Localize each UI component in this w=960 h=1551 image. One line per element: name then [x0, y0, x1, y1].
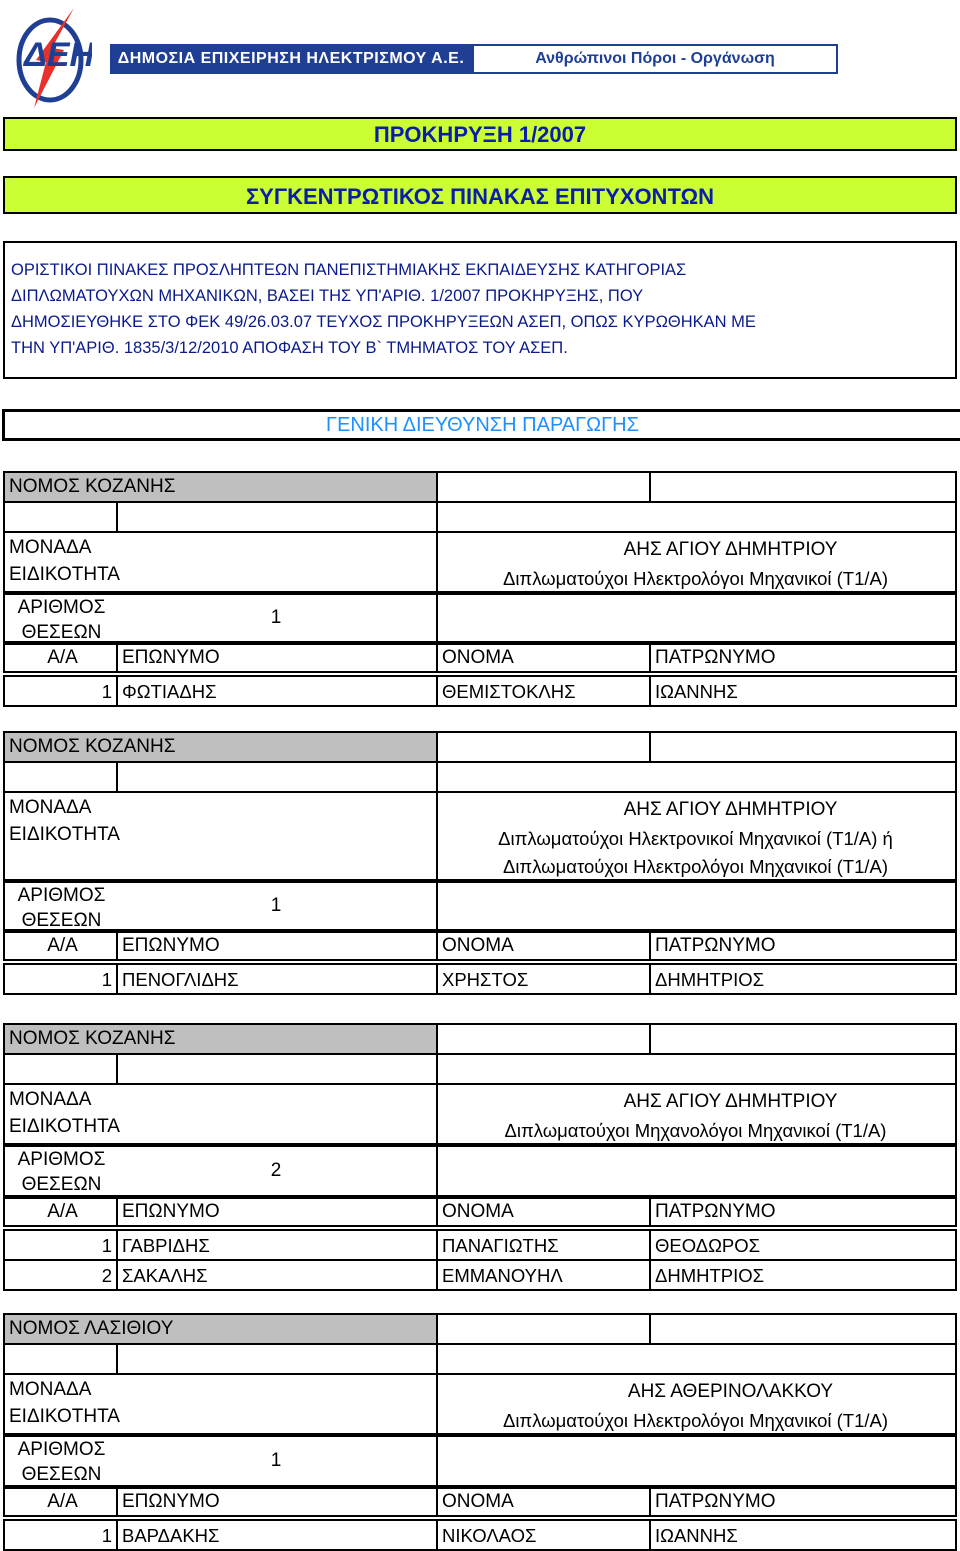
- column-header-surname: ΕΠΩΝΥΜΟ: [116, 1487, 438, 1517]
- specialty-label: ΕΙΔΙΚΟΤΗΤΑ: [3, 1115, 438, 1145]
- specialty-line: Διπλωματούχοι Ηλεκτρονικοί Μηχανικοί (Τ1/Α) ή: [498, 828, 893, 849]
- specialty-value: [436, 1115, 957, 1145]
- unit-label: ΜΟΝΑΔΑ: [3, 1083, 438, 1115]
- unit-label: ΜΟΝΑΔΑ: [3, 531, 438, 563]
- positions-label-line: ΑΡΙΘΜΟΣ: [17, 597, 106, 618]
- logo-text: ΔΕΗ: [24, 36, 92, 74]
- prefecture-label: ΝΟΜΟΣ ΚΟΖΑΝΗΣ: [3, 471, 438, 503]
- empty-cell: [436, 1435, 957, 1487]
- column-header-aa: Α/Α: [3, 1197, 118, 1227]
- specialty-label: ΕΙΔΙΚΟΤΗΤΑ: [3, 823, 438, 881]
- specialty-line: Διπλωματούχοι Ηλεκτρολόγοι Μηχανικοί (Τ1/Α): [502, 568, 889, 589]
- specialty-value: [436, 563, 957, 593]
- positions-value: 1: [116, 881, 438, 931]
- column-header-father: ΠΑΤΡΩΝΥΜΟ: [649, 643, 957, 673]
- row-father: ΔΗΜΗΤΡΙΟΣ: [649, 963, 957, 995]
- positions-label: [3, 1145, 118, 1197]
- row-father: ΙΩΑΝΝΗΣ: [649, 1519, 957, 1551]
- dei-logo: [12, 4, 92, 112]
- column-header-surname: ΕΠΩΝΥΜΟ: [116, 1197, 438, 1227]
- row-index: 1: [3, 675, 118, 707]
- column-header-father: ΠΑΤΡΩΝΥΜΟ: [649, 1487, 957, 1517]
- specialty-line: Διπλωματούχοι Ηλεκτρολόγοι Μηχανικοί (Τ1/Α): [502, 1410, 889, 1431]
- row-name: ΕΜΜΑΝΟΥΗΛ: [436, 1259, 651, 1291]
- positions-label-line: ΘΕΣΕΩΝ: [21, 910, 102, 931]
- empty-cell: [116, 1053, 438, 1085]
- org-name: ΔΗΜΟΣΙΑ ΕΠΙΧΕΙΡΗΣΗ ΗΛΕΚΤΡΙΣΜΟΥ Α.Ε.: [110, 44, 472, 74]
- empty-cell: [436, 1343, 957, 1375]
- empty-cell: [3, 1343, 118, 1375]
- positions-value: 1: [116, 593, 438, 643]
- unit-value: ΑΗΣ ΑΓΙΟΥ ΔΗΜΗΤΡΙΟΥ: [436, 1083, 957, 1115]
- prefecture-label: ΝΟΜΟΣ ΚΟΖΑΝΗΣ: [3, 731, 438, 763]
- row-father: ΔΗΜΗΤΡΙΟΣ: [649, 1259, 957, 1291]
- empty-cell: [436, 1053, 957, 1085]
- column-header-name: ΟΝΟΜΑ: [436, 931, 651, 961]
- description-line: ΤΗΝ ΥΠ'ΑΡΙΘ. 1835/3/12/2010 ΑΠΟΦΑΣΗ ΤΟΥ Β` ΤΜΗΜΑΤΟΣ ΤΟΥ ΑΣΕΠ.: [11, 339, 568, 357]
- positions-value: 1: [116, 1435, 438, 1487]
- empty-cell: [436, 1313, 651, 1345]
- empty-cell: [436, 881, 957, 931]
- column-header-father: ΠΑΤΡΩΝΥΜΟ: [649, 931, 957, 961]
- specialty-label: ΕΙΔΙΚΟΤΗΤΑ: [3, 563, 438, 593]
- page-title: ΠΡΟΚΗΡΥΞΗ 1/2007: [3, 117, 957, 151]
- positions-label-line: ΑΡΙΘΜΟΣ: [17, 885, 106, 906]
- column-header-surname: ΕΠΩΝΥΜΟ: [116, 643, 438, 673]
- row-surname: ΠΕΝΟΓΛΙΔΗΣ: [116, 963, 438, 995]
- row-name: ΠΑΝΑΓΙΩΤΗΣ: [436, 1229, 651, 1261]
- empty-cell: [3, 761, 118, 793]
- unit-value: ΑΗΣ ΑΓΙΟΥ ΔΗΜΗΤΡΙΟΥ: [436, 531, 957, 563]
- positions-label-line: ΘΕΣΕΩΝ: [21, 1174, 102, 1195]
- specialty-value: [436, 1405, 957, 1435]
- row-surname: ΓΑΒΡΙΔΗΣ: [116, 1229, 438, 1261]
- row-surname: ΒΑΡΔΑΚΗΣ: [116, 1519, 438, 1551]
- empty-cell: [436, 593, 957, 643]
- row-index: 2: [3, 1259, 118, 1291]
- row-index: 1: [3, 1229, 118, 1261]
- empty-cell: [649, 471, 957, 503]
- empty-cell: [436, 761, 957, 793]
- positions-label: [3, 593, 118, 643]
- positions-label: [3, 1435, 118, 1487]
- page-subtitle: ΣΥΓΚΕΝΤΡΩΤΙΚΟΣ ΠΙΝΑΚΑΣ ΕΠΙΤΥΧΟΝΤΩΝ: [3, 176, 957, 214]
- column-header-name: ΟΝΟΜΑ: [436, 1487, 651, 1517]
- column-header-name: ΟΝΟΜΑ: [436, 643, 651, 673]
- empty-cell: [649, 731, 957, 763]
- row-name: ΧΡΗΣΤΟΣ: [436, 963, 651, 995]
- empty-cell: [436, 1145, 957, 1197]
- column-header-aa: Α/Α: [3, 931, 118, 961]
- empty-cell: [436, 471, 651, 503]
- positions-label-line: ΑΡΙΘΜΟΣ: [17, 1149, 106, 1170]
- empty-cell: [3, 1053, 118, 1085]
- empty-cell: [436, 501, 957, 533]
- empty-cell: [116, 761, 438, 793]
- description-line: ΔΗΜΟΣΙΕΥΘΗΚΕ ΣΤΟ ΦΕΚ 49/26.03.07 ΤΕΥΧΟΣ ΠΡΟΚΗΡΥΞΕΩΝ ΑΣΕΠ, ΟΠΩΣ ΚΥΡΩΘΗΚΑΝ ΜΕ: [11, 313, 756, 331]
- column-header-aa: Α/Α: [3, 643, 118, 673]
- description-line: ΔΙΠΛΩΜΑΤΟΥΧΩΝ ΜΗΧΑΝΙΚΩΝ, ΒΑΣΕΙ ΤΗΣ ΥΠ'ΑΡΙΘ. 1/2007 ΠΡΟΚΗΡΥΞΗΣ, ΠΟΥ: [11, 287, 644, 305]
- unit-label: ΜΟΝΑΔΑ: [3, 1373, 438, 1405]
- empty-cell: [116, 1343, 438, 1375]
- empty-cell: [116, 501, 438, 533]
- empty-cell: [649, 1023, 957, 1055]
- empty-cell: [3, 501, 118, 533]
- description-line: ΟΡΙΣΤΙΚΟΙ ΠΙΝΑΚΕΣ ΠΡΟΣΛΗΠΤΕΩΝ ΠΑΝΕΠΙΣΤΗΜΙΑΚΗΣ ΕΚΠΑΙΔΕΥΣΗΣ ΚΑΤΗΓΟΡΙΑΣ: [11, 261, 687, 279]
- row-surname: ΦΩΤΙΑΔΗΣ: [116, 675, 438, 707]
- division-name: Ανθρώπινοι Πόροι - Οργάνωση: [472, 44, 838, 74]
- empty-cell: [436, 731, 651, 763]
- prefecture-label: ΝΟΜΟΣ ΛΑΣΙΘΙΟΥ: [3, 1313, 438, 1345]
- specialty-value: [436, 823, 957, 881]
- description-box: [3, 241, 957, 379]
- positions-label-line: ΘΕΣΕΩΝ: [21, 622, 102, 643]
- general-directorate: ΓΕΝΙΚΗ ΔΙΕΥΘΥΝΣΗ ΠΑΡΑΓΩΓΗΣ: [2, 409, 960, 441]
- column-header-aa: Α/Α: [3, 1487, 118, 1517]
- empty-cell: [436, 1023, 651, 1055]
- positions-value: 2: [116, 1145, 438, 1197]
- row-index: 1: [3, 1519, 118, 1551]
- column-header-father: ΠΑΤΡΩΝΥΜΟ: [649, 1197, 957, 1227]
- specialty-label: ΕΙΔΙΚΟΤΗΤΑ: [3, 1405, 438, 1435]
- unit-label: ΜΟΝΑΔΑ: [3, 791, 438, 823]
- row-father: ΙΩΑΝΝΗΣ: [649, 675, 957, 707]
- row-index: 1: [3, 963, 118, 995]
- column-header-surname: ΕΠΩΝΥΜΟ: [116, 931, 438, 961]
- positions-label-line: ΑΡΙΘΜΟΣ: [17, 1439, 106, 1460]
- positions-label: [3, 881, 118, 931]
- specialty-line: Διπλωματούχοι Μηχανολόγοι Μηχανικοί (Τ1/Α): [504, 1120, 887, 1141]
- unit-value: ΑΗΣ ΑΘΕΡΙΝΟΛΑΚΚΟΥ: [436, 1373, 957, 1405]
- row-surname: ΣΑΚΑΛΗΣ: [116, 1259, 438, 1291]
- row-father: ΘΕΟΔΩΡΟΣ: [649, 1229, 957, 1261]
- row-name: ΝΙΚΟΛΑΟΣ: [436, 1519, 651, 1551]
- specialty-line: Διπλωματούχοι Ηλεκτρολόγοι Μηχανικοί (Τ1/Α): [502, 856, 889, 877]
- positions-label-line: ΘΕΣΕΩΝ: [21, 1464, 102, 1485]
- column-header-name: ΟΝΟΜΑ: [436, 1197, 651, 1227]
- empty-cell: [649, 1313, 957, 1345]
- org-banner: [110, 44, 838, 74]
- row-name: ΘΕΜΙΣΤΟΚΛΗΣ: [436, 675, 651, 707]
- unit-value: ΑΗΣ ΑΓΙΟΥ ΔΗΜΗΤΡΙΟΥ: [436, 791, 957, 823]
- prefecture-label: ΝΟΜΟΣ ΚΟΖΑΝΗΣ: [3, 1023, 438, 1055]
